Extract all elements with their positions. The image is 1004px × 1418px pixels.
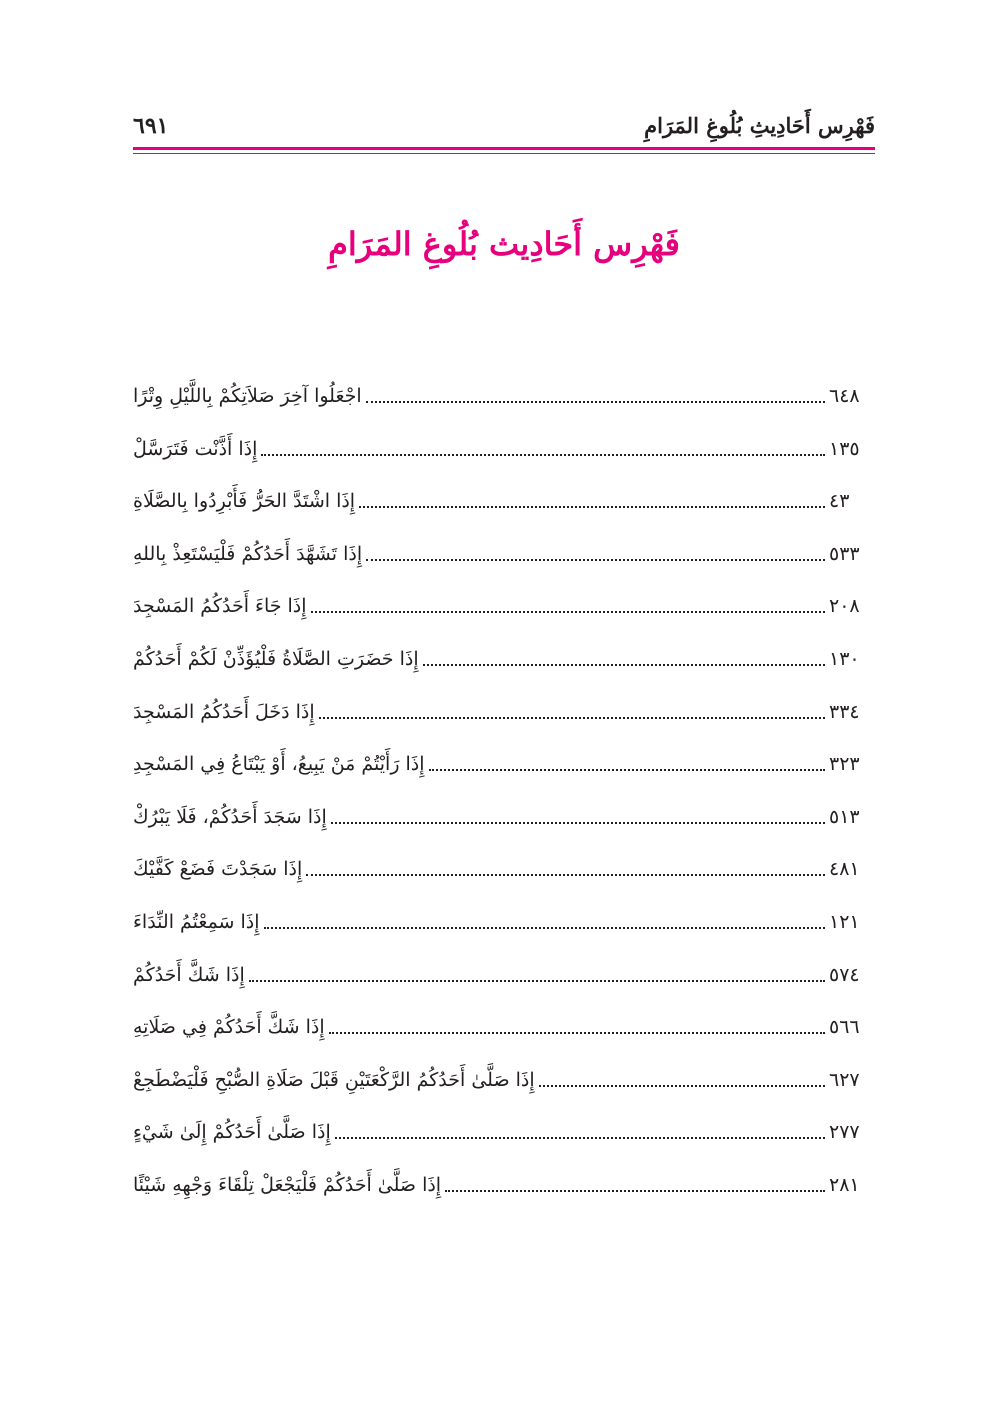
hadith-page-number: ٢٨١ (829, 1173, 860, 1196)
index-entry (133, 962, 875, 1015)
dot-leader (366, 541, 825, 561)
dot-leader (539, 1067, 825, 1087)
hadith-page-number: ٣٢٣ (829, 753, 860, 776)
dot-leader (306, 856, 825, 876)
index-entry (133, 699, 875, 752)
hadith-text: إِذَا أَذَّنْت فَتَرَسَّلْ (133, 437, 258, 460)
dot-leader (366, 383, 825, 403)
hadith-page-number: ٥٧٤ (829, 963, 860, 986)
index-entry (133, 488, 875, 541)
hadith-text: إِذَا صَلَّىٰ أَحَدُكُمُ الرَّكْعَتَيْنِ قَبْلَ صَلَاةِ الصُّبْحِ فَلْيَضْطَجِعْ (133, 1068, 535, 1091)
dot-leader (261, 436, 825, 456)
hadith-page-number: ٤٨١ (829, 858, 860, 881)
index-entry (133, 541, 875, 594)
dot-leader (429, 751, 825, 771)
index-entry (133, 646, 875, 699)
index-entry (133, 1014, 875, 1067)
index-entry (133, 751, 875, 804)
dot-leader (319, 699, 825, 719)
dot-leader (359, 488, 825, 508)
dot-leader (329, 1014, 825, 1034)
hadith-page-number: ٥٣٣ (829, 542, 860, 565)
index-entry (133, 593, 875, 646)
running-title: فَهْرِس أَحَادِيثِ بُلُوغِ المَرَامِ (644, 113, 875, 138)
page-number: ٦٩١ (133, 113, 169, 139)
index-entry (133, 804, 875, 857)
hadith-text: إِذَا حَضَرَتِ الصَّلَاةُ فَلْيُؤَذِّنْ لَكُمْ أَحَدُكُمْ (133, 647, 419, 670)
hadith-text: إِذَا صَلَّىٰ أَحَدُكُمْ إِلَىٰ شَيْءٍ (133, 1121, 331, 1144)
hadith-text: إِذَا شَكَّ أَحَدُكُمْ (133, 963, 245, 986)
hadith-text: إِذَا سَجَدَ أَحَدُكُمْ، فَلَا يَبْرُكْ (133, 805, 327, 828)
hadith-text: إِذَا سَمِعْتُمُ النِّدَاءَ (133, 910, 260, 933)
index-entry (133, 1172, 875, 1225)
dot-leader (311, 593, 825, 613)
dot-leader (335, 1119, 825, 1139)
dot-leader (331, 804, 825, 824)
running-header (133, 110, 875, 150)
hadith-text: إِذَا تَشَهَّدَ أَحَدُكُمْ فَلْيَسْتَعِذْ بِاللهِ (133, 542, 363, 565)
hadith-page-number: ٤٣ (829, 490, 850, 513)
dot-leader (445, 1172, 825, 1192)
hadith-text: اجْعَلُوا آخِرَ صَلاَتِكُمْ بِاللَّيْلِ وِتْرًا (133, 385, 362, 407)
index-entry (133, 1067, 875, 1120)
hadith-page-number: ٦٢٧ (829, 1068, 860, 1091)
hadith-text: إِذَا دَخَلَ أَحَدُكُمُ المَسْجِدَ (133, 700, 315, 723)
hadith-page-number: ٦٤٨ (829, 385, 860, 407)
hadith-page-number: ٥٦٦ (829, 1016, 860, 1039)
hadith-page-number: ٢٠٨ (829, 595, 860, 618)
index-entry (133, 383, 875, 436)
hadith-page-number: ٥١٣ (829, 805, 860, 828)
hadith-page-number: ١٢١ (829, 910, 860, 933)
hadith-page-number: ٢٧٧ (829, 1121, 860, 1144)
index-entry (133, 436, 875, 489)
dot-leader (423, 646, 825, 666)
dot-leader (249, 962, 825, 982)
hadith-text: إِذَا شَكَّ أَحَدُكُمْ فِي صَلَاتِهِ (133, 1016, 325, 1039)
dot-leader (264, 909, 825, 929)
hadith-page-number: ١٣٠ (829, 647, 860, 670)
hadith-page-number: ٣٣٤ (829, 700, 860, 723)
index-entry (133, 856, 875, 909)
index-title: فَهْرِس أَحَادِيث بُلُوغِ المَرَامِ (328, 225, 680, 263)
index-entry (133, 1119, 875, 1172)
hadith-page-number: ١٣٥ (829, 437, 860, 460)
header-rule-thick (133, 147, 875, 150)
hadith-text: إِذَا سَجَدْتَ فَضَعْ كَفَّيْكَ (133, 858, 303, 881)
header-rule-thin (133, 153, 875, 154)
hadith-text: إِذَا جَاءَ أَحَدُكُمُ المَسْجِدَ (133, 595, 307, 618)
hadith-text: إِذَا اشْتَدَّ الحَرُّ فَأَبْرِدُوا بِالصَّلَاةِ (133, 490, 356, 513)
index-entry (133, 909, 875, 962)
hadith-text: إِذَا صَلَّىٰ أَحَدُكُمْ فَلْيَجْعَلْ تِلْقَاءَ وَجْهِهِ شَيْئًا (133, 1173, 442, 1196)
hadith-text: إِذَا رَأَيْتُمْ مَنْ يَبِيعُ، أَوْ يَبْتَاعُ فِي المَسْجِدِ (133, 753, 425, 776)
hadith-index-list (133, 383, 875, 1225)
